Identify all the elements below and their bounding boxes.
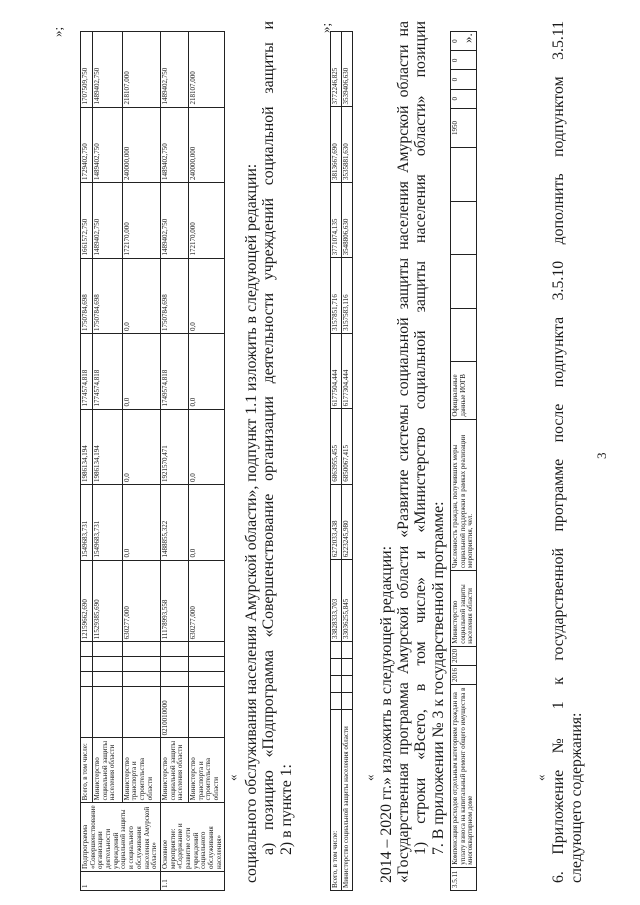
table-cell: 11529385,690 <box>93 560 123 642</box>
table-cell: 0,0 <box>188 258 224 334</box>
table-cell: 1 <box>81 872 161 891</box>
table-cell: 630277,000 <box>122 560 160 642</box>
table-cell: Министерство социальной защиты населения области <box>451 571 477 647</box>
table-cell <box>331 693 342 710</box>
table-cell <box>342 676 353 693</box>
table-cell: 33036255,845 <box>342 560 353 642</box>
table-cell: Министерство социальной защиты населения области <box>93 738 123 803</box>
table-program-totals <box>330 31 353 891</box>
para7-line1: 7. В приложении № 3 к государственной программе: <box>430 501 447 855</box>
table-cell: 1.1 <box>160 872 225 891</box>
table-cell: Всего, в том числе: <box>81 738 93 803</box>
para6-line2: следующего содержания: <box>568 712 585 883</box>
para2-line1: 2) в пункте 1: <box>278 764 295 855</box>
table-cell <box>342 642 353 659</box>
table-cell: 0 <box>451 70 477 89</box>
table-cell: 3813667,690 <box>331 107 342 182</box>
table-cell <box>81 657 93 672</box>
table-cell <box>331 676 342 693</box>
table-cell: 1489402,750 <box>160 107 188 183</box>
para6-close-quote: ». <box>460 33 475 43</box>
table-cell: 1986134,194 <box>93 409 123 485</box>
table-cell <box>93 687 123 738</box>
table-cell <box>122 672 160 687</box>
table-cell: Официальные данные ИОГВ <box>451 362 477 420</box>
table-cell: 2020 <box>451 646 477 665</box>
table-cell <box>451 255 477 308</box>
table-cell: Компенсация расходов отдельным категориям граждан на уплату взноса на капитальный ремонт общего имущества в многоквартирном доме <box>451 685 477 868</box>
table-cell: 3548806,630 <box>342 182 353 257</box>
table-cell <box>122 642 160 657</box>
table-cell <box>451 201 477 254</box>
table-cell: Министерство транспорта и строительства области <box>188 738 224 803</box>
table-row <box>451 32 477 891</box>
table-cell <box>93 672 123 687</box>
table-cell: 6850067,415 <box>342 409 353 484</box>
para7-close-quote: »; <box>318 22 333 33</box>
table-measure-3-5-11 <box>450 31 477 891</box>
table-cell: 6863955,455 <box>331 409 342 484</box>
table-cell: 3.5.11 <box>451 867 477 890</box>
table-cell: 6177304,444 <box>342 333 353 408</box>
table-cell: 0,0 <box>122 409 160 485</box>
table-row <box>331 32 342 891</box>
table-cell: 0,0 <box>188 334 224 410</box>
table-subprogram-1 <box>80 31 225 891</box>
table-cell: 3539406,630 <box>342 32 353 108</box>
table-cell: 1749574,818 <box>160 334 188 410</box>
table-cell: 1750784,698 <box>81 258 93 334</box>
table-cell: 1549683,731 <box>93 485 123 561</box>
table-cell: 11178993,558 <box>160 560 188 642</box>
table-cell: 0 <box>451 51 477 70</box>
table-row <box>93 32 123 891</box>
table-cell: 1774574,818 <box>81 334 93 410</box>
table-cell: 0 <box>451 89 477 108</box>
table-cell <box>451 148 477 201</box>
para2-close-quote: »; <box>50 26 65 37</box>
table-row <box>188 32 224 891</box>
table-cell: 6272033,438 <box>331 484 342 559</box>
table-cell <box>160 672 188 687</box>
table-cell: 1549683,731 <box>81 485 93 561</box>
table-cell <box>188 657 224 672</box>
table-cell <box>331 659 342 676</box>
table-cell: 0,0 <box>188 485 224 561</box>
table-cell: 240000,000 <box>122 107 160 183</box>
table-cell <box>122 657 160 672</box>
table-cell: 1950 <box>451 108 477 147</box>
table-cell: Подпрограмма «Совершенствование организации деятельности учреждений социальной защиты и социального обслуживания населения Амурской области» <box>81 803 161 872</box>
table-cell: 2016 <box>451 665 477 684</box>
table-cell: 0 <box>451 32 477 51</box>
table-cell: 6177504,444 <box>331 333 342 408</box>
table-cell: 6223245,980 <box>342 484 353 559</box>
page-number: 3 <box>594 452 609 459</box>
table-cell <box>188 672 224 687</box>
para2-line2: а) позицию «Подпрограмма «Совершенствование организации деятельности учреждений социальной защиты и <box>260 21 277 855</box>
table-cell: 240000,000 <box>188 107 224 183</box>
table-cell: 1921570,471 <box>160 409 188 485</box>
table-cell: Министерство социальной защиты населения области <box>160 738 188 803</box>
table-cell: 3771074,135 <box>331 182 342 257</box>
table-cell: 33828333,703 <box>331 560 342 642</box>
table-row <box>342 32 353 891</box>
para6-open-quote: « <box>533 774 548 781</box>
table-cell: 1774574,818 <box>93 334 123 410</box>
table-cell: 12159662,690 <box>81 560 93 642</box>
para7-open-quote: « <box>362 774 377 781</box>
table-cell: 0,0 <box>122 485 160 561</box>
table-cell <box>93 657 123 672</box>
table-cell: 3772246,825 <box>331 32 342 108</box>
para2-line3: социального обслуживания населения Амурской области», подпункт 1.1 изложить в следующей редакции: <box>243 163 260 883</box>
table-row <box>160 32 188 891</box>
table-cell: 172170,000 <box>188 183 224 259</box>
table-cell: 1489402,750 <box>93 107 123 183</box>
table-cell: 630277,000 <box>188 560 224 642</box>
table-cell <box>331 642 342 659</box>
table-cell: Численность граждан, получивших меры социальной поддержки в рамках реализации мероприятия, чел. <box>451 419 477 570</box>
table-cell: 0210010000 <box>160 687 188 738</box>
table-row <box>81 32 93 891</box>
table-cell <box>81 642 93 657</box>
table-cell <box>342 659 353 676</box>
table-cell <box>122 687 160 738</box>
table-cell: 1750784,698 <box>160 258 188 334</box>
table-cell: 1661572,750 <box>81 183 93 259</box>
table-cell: 218107,000 <box>188 32 224 108</box>
table-cell <box>81 687 93 738</box>
table-cell: Министерство транспорта и строительства области <box>122 738 160 803</box>
table-cell: Всего, в том числе: <box>331 710 342 891</box>
table-cell <box>81 672 93 687</box>
table-cell <box>188 687 224 738</box>
para6-line1: 6. Приложение № 1 к государственной программе после подпункта 3.5.10 дополнить подпунктом 3.5.11 <box>550 21 567 883</box>
table-cell <box>342 693 353 710</box>
table-cell: 172170,000 <box>122 183 160 259</box>
table-cell: Министерство социальной защиты населения области <box>342 710 353 891</box>
table-cell: Основное мероприятие: «Содержание и развитие сети учреждений социального обслуживания населения» <box>160 803 225 872</box>
table-cell: 218107,000 <box>122 32 160 108</box>
para7-line4: 2014 – 2020 гг.» изложить в следующей редакции: <box>378 545 395 883</box>
table-cell: 3157851,716 <box>331 258 342 333</box>
table-cell: 1488855,322 <box>160 485 188 561</box>
table-cell: 1489402,750 <box>160 183 188 259</box>
para2-open-quote: « <box>225 774 240 781</box>
table-cell: 0,0 <box>122 258 160 334</box>
table-cell: 3157583,116 <box>342 258 353 333</box>
table-cell: 1489402,750 <box>93 32 123 108</box>
table-cell <box>160 657 188 672</box>
para7-line2: 1) строки «Всего, в том числе» и «Министерство социальной защиты населения области» позиции <box>412 21 429 855</box>
para7-line3: «Государственная программа Амурской области «Развитие системы социальной защиты населения Амурской области на <box>395 21 412 883</box>
table-cell <box>188 642 224 657</box>
table-row <box>122 32 160 891</box>
table-cell: 1729402,750 <box>81 107 93 183</box>
table-cell: 0,0 <box>188 409 224 485</box>
table-cell: 1750784,698 <box>93 258 123 334</box>
table-cell <box>93 642 123 657</box>
table-cell: 1489402,750 <box>93 183 123 259</box>
table-cell: 1489402,750 <box>160 32 188 108</box>
table-cell: 3535881,630 <box>342 107 353 182</box>
table-cell: 1986134,194 <box>81 409 93 485</box>
table-cell: 0,0 <box>122 334 160 410</box>
table-cell: 1707509,750 <box>81 32 93 108</box>
table-cell <box>160 642 188 657</box>
table-cell <box>451 308 477 361</box>
